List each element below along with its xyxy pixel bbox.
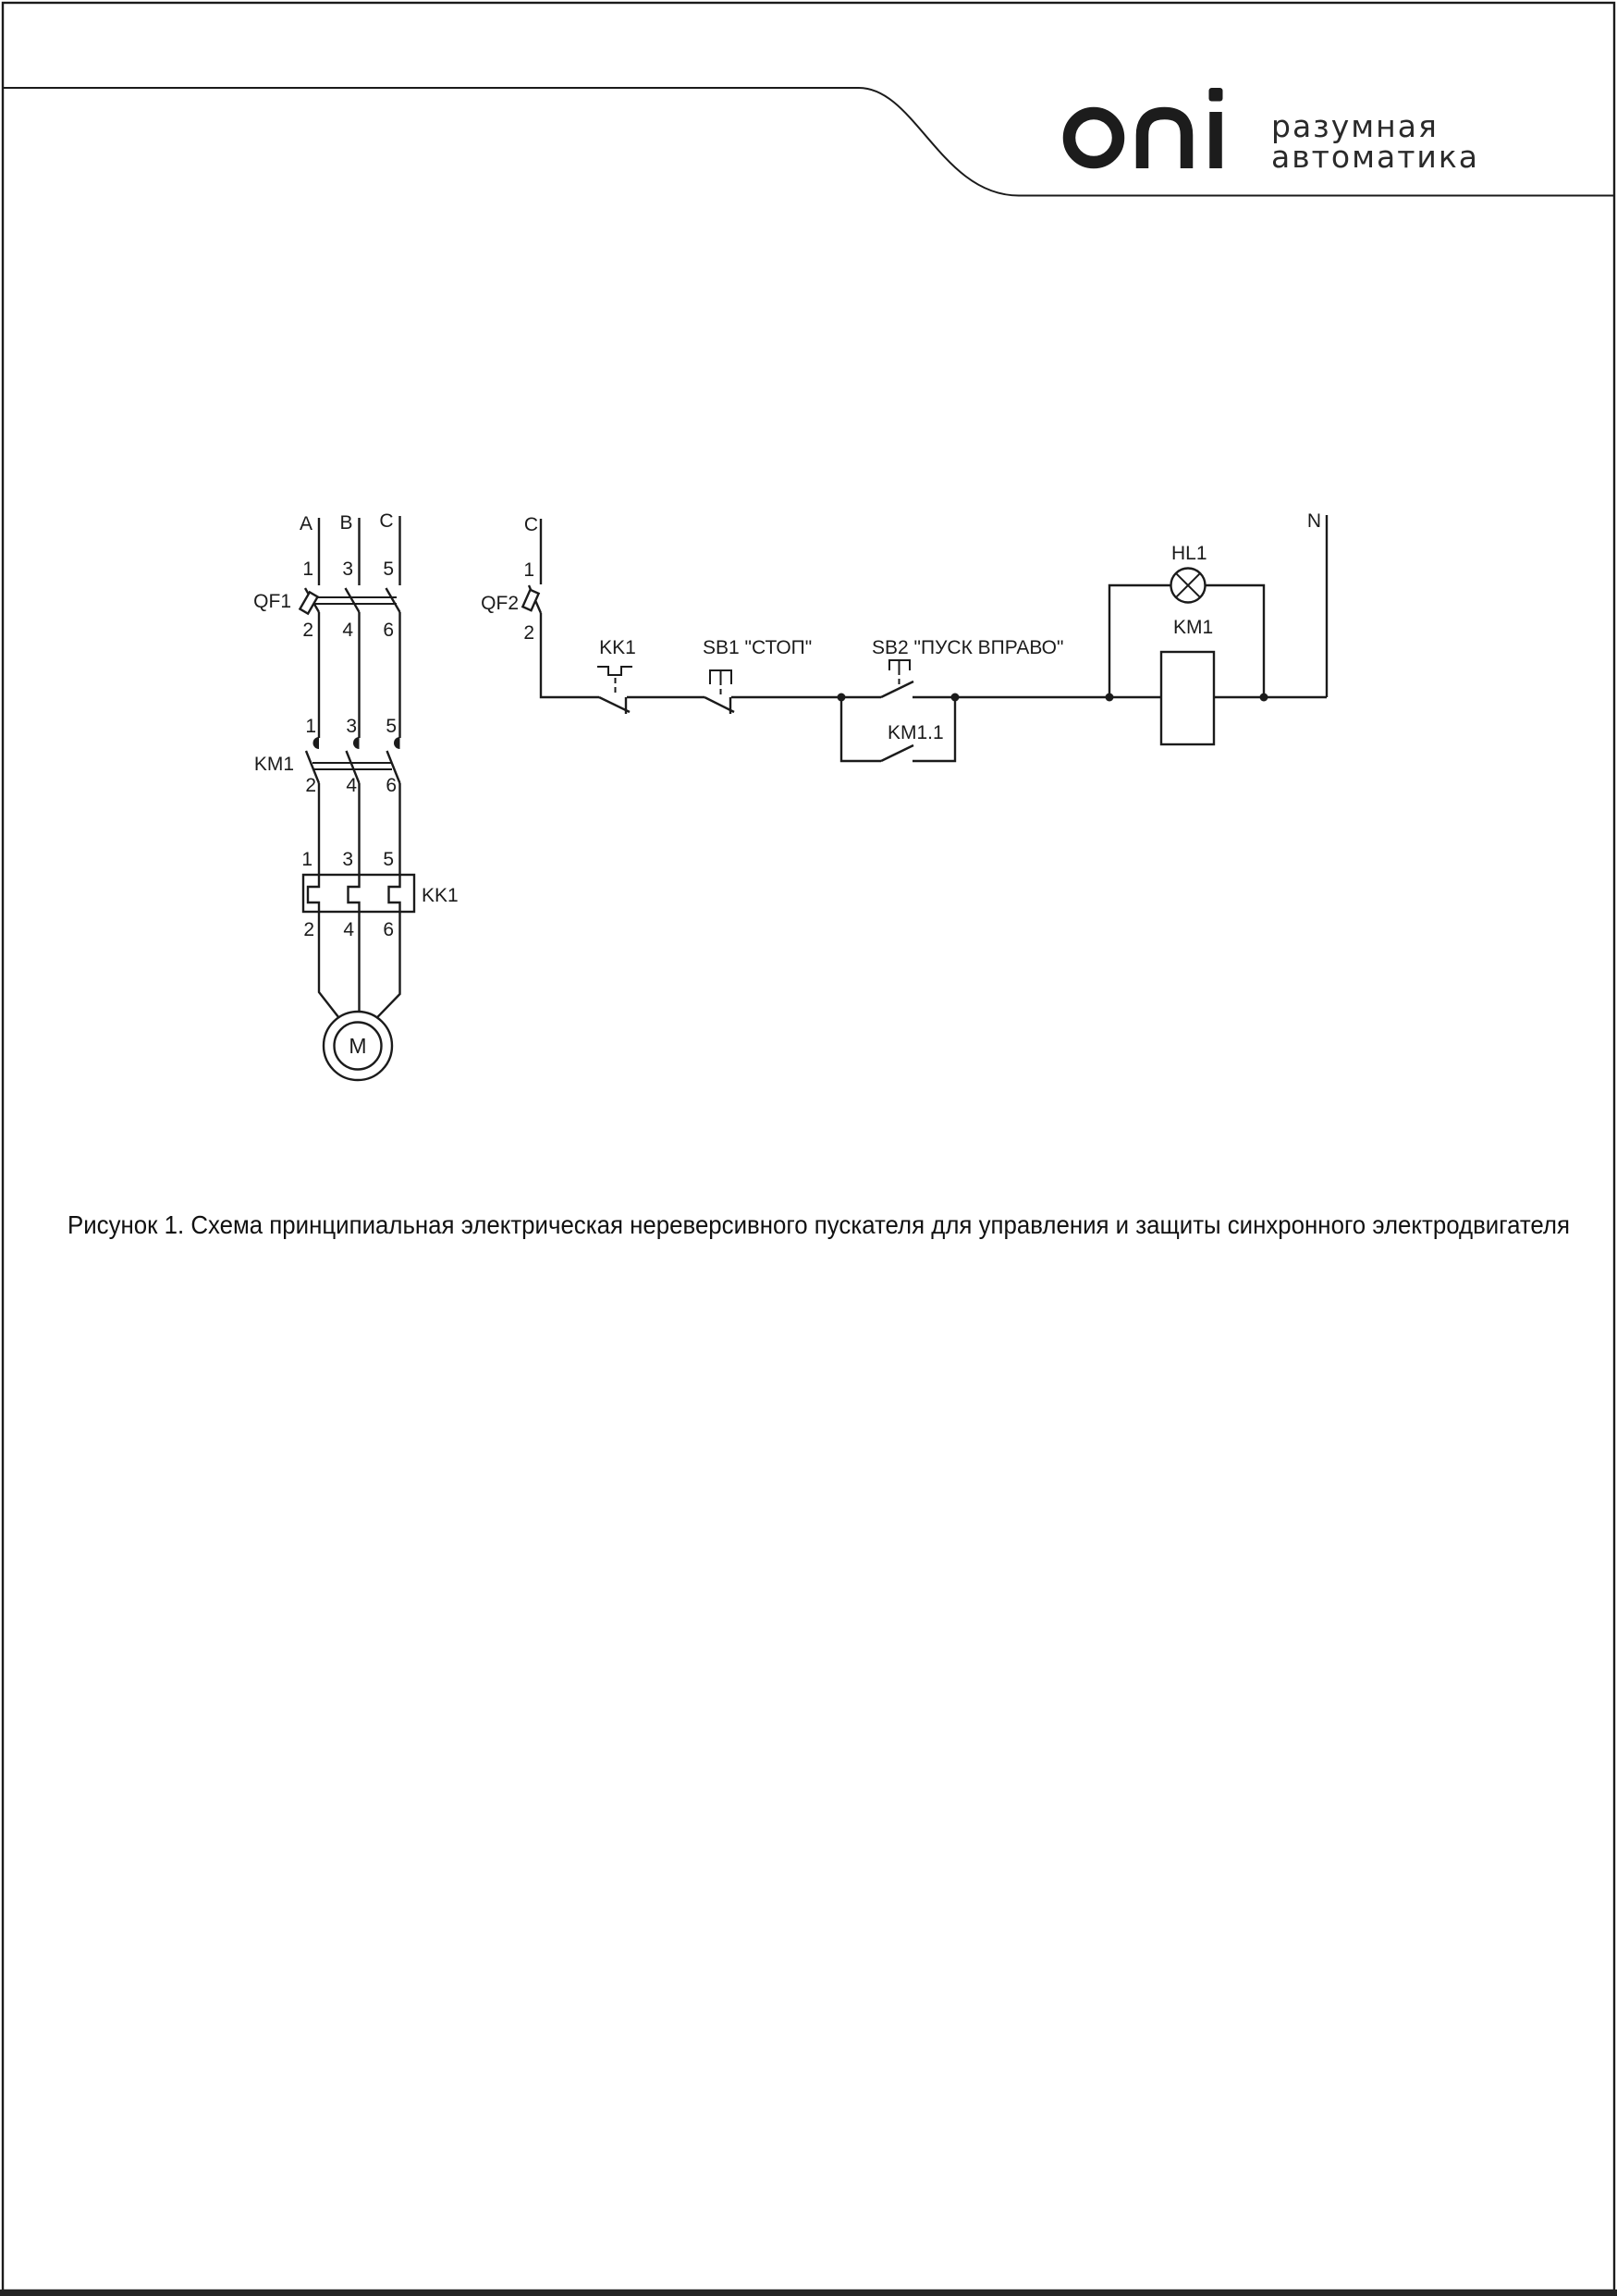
qf2-breaker: [481, 559, 541, 644]
qf2-mechanism-symbol: [522, 590, 538, 610]
qf1-breaker: [253, 559, 399, 641]
km1-coil-box: [1161, 652, 1214, 744]
qf1-label: QF1: [253, 591, 291, 612]
km11-branch-left: [841, 697, 881, 761]
neutral-label: N: [1306, 510, 1321, 532]
kk1-contact-label: KK1: [599, 637, 636, 658]
km1-terminal-1: 1: [305, 716, 316, 737]
km1-coil: [1161, 617, 1214, 744]
qf1-contact-blades: [305, 588, 400, 612]
km1-contactor: [254, 716, 400, 796]
qf2-terminal-2: 2: [523, 622, 534, 644]
figure-caption: Рисунок 1. Схема принципиальная электрическая нереверсивного пускателя для управления и защиты синхронного электродвигателя: [67, 1210, 1570, 1239]
km11-aux-contact: [841, 697, 955, 761]
qf1-terminal-5: 5: [383, 559, 394, 580]
sb2-contact-blade: [881, 681, 913, 697]
qf1-terminal-1: 1: [302, 559, 313, 580]
km11-contact-blade: [881, 745, 913, 761]
km1-terminal-4: 4: [346, 775, 357, 796]
qf1-terminal-2: 2: [302, 620, 313, 641]
kk1-terminal-5: 5: [383, 849, 394, 870]
kk1-terminal-4: 4: [343, 919, 354, 940]
qf2-terminal-1: 1: [523, 559, 534, 581]
km11-label: KM1.1: [888, 722, 944, 743]
logo-letter-i-dot: [1209, 88, 1223, 102]
kk1-thermal-relay: [301, 849, 458, 940]
km1-terminal-3: 3: [346, 716, 357, 737]
control-circuit: [481, 510, 1327, 761]
tagline-line-1: разумная: [1271, 108, 1439, 144]
km1-label: KM1: [253, 754, 294, 775]
km1-contact-tip-c: [394, 737, 399, 749]
kk1-label: KK1: [422, 885, 459, 906]
kk1-terminal-3: 3: [342, 849, 353, 870]
qf2-label: QF2: [481, 593, 519, 614]
logo-tagline: [1271, 108, 1479, 175]
sb2-label: SB2 "ПУСК ВПРАВО": [872, 637, 1064, 658]
oni-logo: [1063, 88, 1223, 183]
control-phase-label: C: [523, 514, 538, 535]
kk1-terminal-1: 1: [301, 849, 312, 870]
page-bottom-edge: [0, 2290, 1617, 2296]
header: [1063, 88, 1479, 183]
km1-contact-tip-b: [353, 737, 359, 749]
kk1-terminal-6: 6: [383, 919, 394, 940]
km1-terminal-6: 6: [386, 775, 397, 796]
qf1-mechanism-symbol: [300, 592, 317, 613]
km1-terminal-2: 2: [305, 775, 316, 796]
tagline-line-2: автоматика: [1271, 139, 1480, 175]
kk1-thermal-release-symbol: [597, 667, 632, 675]
motor-label: M: [349, 1034, 367, 1058]
page-border: [3, 3, 1614, 2290]
km1-coil-label: KM1: [1173, 617, 1214, 638]
qf1-terminal-6: 6: [383, 620, 394, 641]
hl1-label: HL1: [1171, 543, 1207, 564]
qf1-terminal-3: 3: [342, 559, 353, 580]
junction-dot-lamp-right: [1260, 694, 1268, 702]
qf1-terminal-4: 4: [342, 620, 353, 641]
sb2-start-button: [872, 637, 1063, 697]
km1-terminal-5: 5: [386, 716, 397, 737]
km1-contact-tip-a: [313, 737, 320, 749]
motor: [324, 1012, 392, 1080]
phase-b-label: B: [339, 512, 353, 534]
control-rail-start: [541, 613, 599, 697]
phase-c-label: C: [379, 510, 394, 532]
sb1-stop-button: [703, 637, 812, 714]
power-circuit: [253, 510, 459, 1080]
sb1-label: SB1 "СТОП": [703, 637, 813, 658]
kk1-terminal-2: 2: [303, 919, 314, 940]
kk1-nc-contact: [597, 637, 636, 714]
phase-a-label: A: [299, 513, 312, 534]
